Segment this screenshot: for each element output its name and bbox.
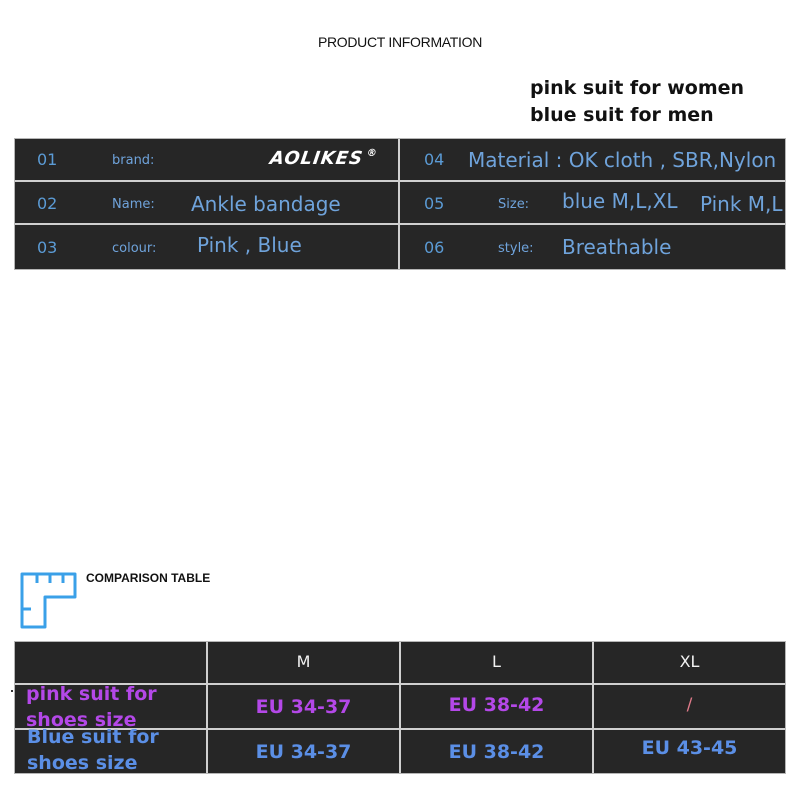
row-number: 04: [424, 150, 445, 169]
column-header-m: M: [296, 652, 311, 671]
note-men: blue suit for men: [530, 104, 714, 126]
style-label: style:: [498, 241, 534, 256]
ruler-icon: [19, 571, 77, 633]
blue-size-m: EU 34-37: [255, 741, 352, 763]
size-label: Size:: [498, 197, 530, 212]
style-value: Breathable: [562, 235, 672, 259]
brand-logo-text: AOLIKES: [268, 148, 365, 169]
row-divider: [15, 223, 785, 225]
row-label-pink: pink suit for shoes size: [26, 683, 157, 731]
row-number: 02: [37, 194, 58, 213]
name-label: Name:: [112, 197, 155, 212]
pink-size-m: EU 34-37: [255, 696, 352, 718]
stray-dot: [11, 690, 13, 692]
comparison-title: COMPARISON TABLE: [86, 571, 211, 585]
blue-size-xl: EU 43-45: [641, 737, 738, 759]
row-divider: [15, 180, 785, 182]
row-number: 01: [37, 150, 58, 169]
row-number: 05: [424, 194, 445, 213]
size-value-pink: Pink M,L: [700, 192, 783, 216]
product-info-table: [15, 139, 785, 269]
pink-size-xl: /: [686, 695, 693, 715]
column-header-xl: XL: [679, 652, 700, 671]
comparison-table: [15, 642, 785, 773]
colour-value: Pink , Blue: [197, 233, 302, 257]
row-number: 03: [37, 238, 58, 257]
colour-label: colour:: [112, 241, 157, 256]
registered-mark: ®: [365, 148, 379, 159]
material-value: Material : OK cloth , SBR,Nylon: [468, 148, 777, 172]
blue-size-l: EU 38-42: [448, 741, 545, 763]
brand-logo: [269, 148, 379, 169]
page-title: PRODUCT INFORMATION: [317, 34, 483, 50]
note-women: pink suit for women: [530, 77, 745, 99]
column-header-l: L: [492, 652, 501, 671]
brand-label: brand:: [112, 153, 155, 168]
row-label-blue: Blue suit for shoes size: [27, 726, 159, 773]
column-divider: [398, 139, 400, 269]
row-number: 06: [424, 238, 445, 257]
size-value-blue: blue M,L,XL: [562, 189, 678, 213]
pink-size-l: EU 38-42: [448, 694, 545, 716]
name-value: Ankle bandage: [191, 192, 341, 216]
